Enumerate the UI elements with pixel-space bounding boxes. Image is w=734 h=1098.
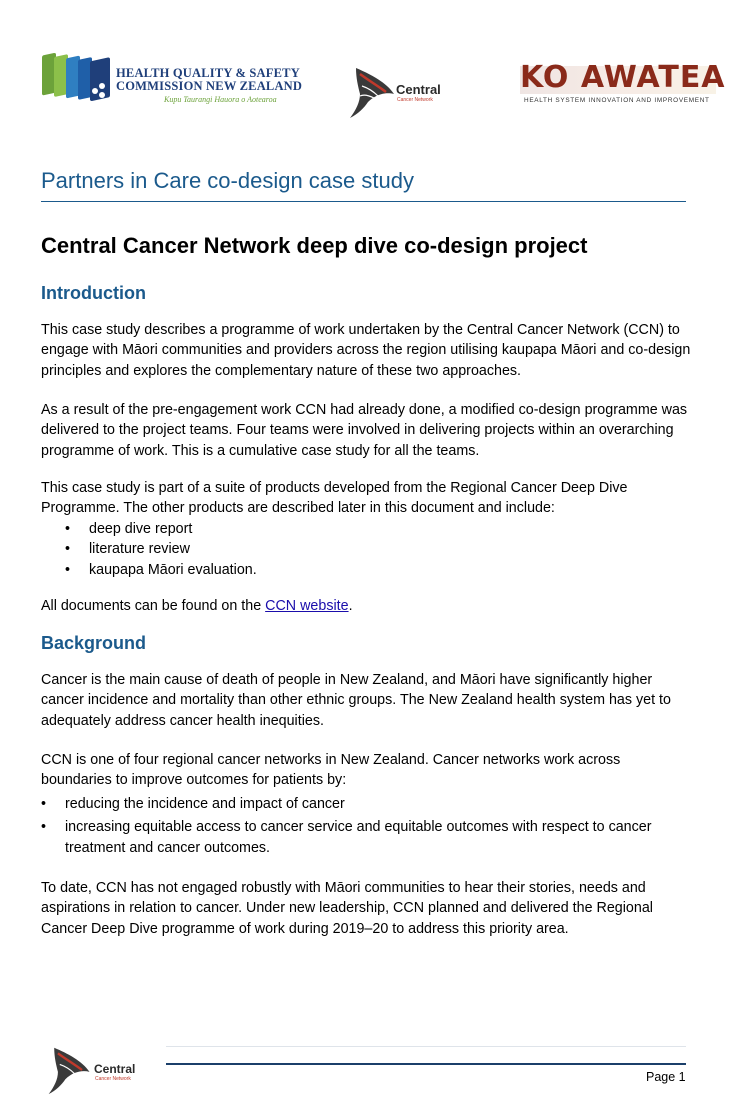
doc-category-title: Partners in Care co-design case study bbox=[41, 168, 414, 193]
footer-logo-sub: Cancer Network bbox=[95, 1076, 131, 1082]
documents-text bbox=[41, 596, 691, 616]
ccn-logo-name: Central bbox=[396, 82, 441, 97]
page-number: Page 1 bbox=[646, 1070, 686, 1084]
list-item: • literature review bbox=[65, 541, 190, 558]
aims-list-wrap bbox=[41, 794, 691, 858]
list-item: • increasing equitable access to cancer service and equitable outcomes with respect to cancer treatment and cancer outcomes. bbox=[41, 819, 652, 856]
footer-divider bbox=[166, 1063, 686, 1065]
list-item-text: kaupapa Māori evaluation. bbox=[89, 561, 257, 578]
hqsc-line2: COMMISSION NEW ZEALAND bbox=[116, 79, 303, 93]
introduction-p2-text: As a result of the pre-engagement work CCN had already done, a modified co-design programme was delivered to the project teams. Four teams were involved in delivering projects within an overarching programme of work. This is a cumulative case study for all the teams. bbox=[41, 402, 688, 459]
introduction-p1-text: This case study describes a programme of work undertaken by the Central Cancer Network (CCN) to engage with Māori communities and providers across the region utilising kaupapa Māori and co-design principles and explores the complementary nature of these two approaches. bbox=[41, 322, 691, 379]
ko-awatea-wordmark: KO AWATEA bbox=[520, 60, 726, 95]
hqsc-tagline: Kupu Taurangi Hauora o Aotearoa bbox=[164, 95, 277, 104]
category-divider bbox=[41, 201, 686, 202]
introduction-paragraph-1 bbox=[41, 320, 691, 381]
footer-stingray-icon bbox=[44, 1044, 96, 1096]
hqsc-logo bbox=[40, 42, 303, 116]
hqsc-line1: HEALTH QUALITY & SAFETY bbox=[116, 66, 300, 80]
list-item-text: literature review bbox=[89, 541, 190, 558]
list-item-text: increasing equitable access to cancer service and equitable outcomes with respect to cancer treatment and cancer outcomes. bbox=[65, 819, 652, 856]
list-item-text: deep dive report bbox=[89, 520, 193, 537]
introduction-p3-text: This case study is part of a suite of products developed from the Regional Cancer Deep Dive Programme. The other products are described later in this document and include: bbox=[41, 480, 628, 517]
list-item-text: reducing the incidence and impact of cancer bbox=[65, 796, 345, 812]
introduction-paragraph-3 bbox=[41, 478, 691, 580]
background-p1-text: Cancer is the main cause of death of people in New Zealand, and Māori have significantly higher cancer incidence and mortality than other ethnic groups. The New Zealand health system has yet to adequately address cancer health inequities. bbox=[41, 672, 671, 729]
products-list bbox=[65, 519, 691, 580]
background-p2-text: CCN is one of four regional cancer networks in New Zealand. Cancer networks work across boundaries to improve outcomes for patients by: bbox=[41, 752, 621, 789]
documents-prefix: All documents can be found on the bbox=[41, 598, 266, 614]
aims-list bbox=[41, 794, 691, 858]
background-paragraph-3 bbox=[41, 878, 691, 939]
ccn-logo-sub: Cancer Network bbox=[397, 97, 433, 103]
footer-ccn-logo bbox=[44, 1044, 150, 1096]
list-item: • reducing the incidence and impact of cancer bbox=[41, 796, 345, 812]
background-paragraph-1 bbox=[41, 670, 691, 731]
hqsc-logo-mark-icon bbox=[40, 42, 118, 116]
list-item: • kaupapa Māori evaluation. bbox=[65, 561, 257, 578]
ccn-website-link[interactable]: CCN website bbox=[265, 598, 349, 614]
page-title: Central Cancer Network deep dive co-design project bbox=[41, 233, 588, 258]
documents-line bbox=[41, 596, 691, 616]
footer-logo-name: Central bbox=[94, 1062, 136, 1076]
introduction-heading: Introduction bbox=[41, 283, 146, 303]
hqsc-wordmark bbox=[116, 67, 306, 104]
footer-divider-light bbox=[166, 1046, 686, 1047]
list-item: • deep dive report bbox=[65, 520, 193, 537]
background-heading: Background bbox=[41, 633, 147, 653]
background-p3-text: To date, CCN has not engaged robustly with Māori communities to hear their stories, needs and aspirations in relation to cancer. Under new leadership, CCN planned and delivered the Regional Cancer Deep Dive programme of work during 2019–20 to address this priority area. bbox=[41, 880, 653, 937]
introduction-paragraph-2 bbox=[41, 400, 691, 461]
background-paragraph-2 bbox=[41, 750, 691, 791]
ccn-logo bbox=[346, 64, 454, 120]
stingray-icon bbox=[346, 64, 400, 120]
ko-awatea-logo bbox=[520, 60, 726, 108]
ko-awatea-tagline: HEALTH SYSTEM INNOVATION AND IMPROVEMENT bbox=[524, 97, 710, 104]
documents-suffix: . bbox=[348, 598, 353, 614]
